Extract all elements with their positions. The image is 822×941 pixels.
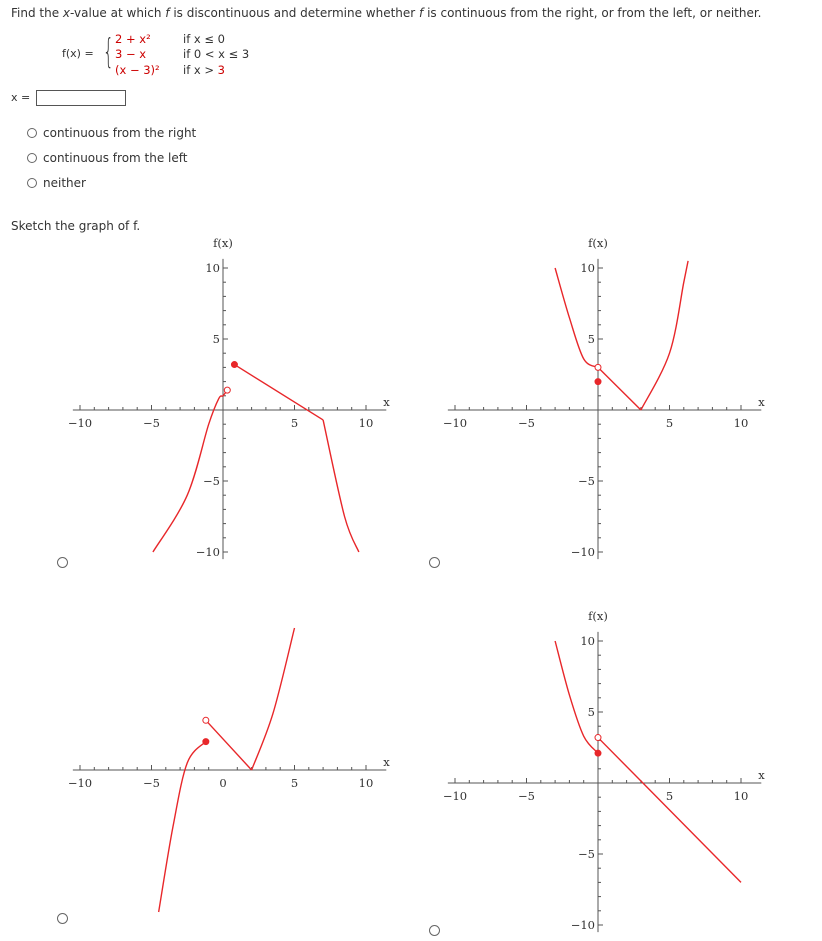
graph-option-3 (60, 605, 400, 925)
cond-text: if x > (183, 63, 218, 77)
piece-cond-2 (183, 47, 249, 61)
series-line (252, 628, 295, 770)
question-f: f (165, 6, 170, 20)
closed-point (203, 739, 209, 745)
piece-expr-3: (x − 3)² (115, 63, 160, 77)
x-tick-label: 10 (733, 416, 749, 430)
series-line (641, 261, 688, 410)
cond-text: if x ≤ 0 (183, 32, 225, 46)
question-part: is continuous from the right, or from the left, or neither. (423, 6, 762, 20)
x-tick-label: −5 (143, 416, 160, 430)
cond-text: if 0 < x ≤ 3 (183, 47, 250, 61)
x-tick-label: 10 (733, 789, 749, 803)
y-axis-label: f(x) (588, 608, 608, 623)
open-point (203, 717, 209, 723)
x-tick-label: 10 (358, 416, 374, 430)
series-line (598, 738, 741, 883)
radio-button[interactable] (27, 178, 37, 188)
cond-highlight: 3 (217, 63, 225, 77)
graph-option-4 (430, 605, 770, 935)
closed-point (595, 379, 601, 385)
x-tick-label: −10 (67, 416, 93, 430)
y-tick-label: 5 (212, 332, 220, 346)
x-tick-label: 5 (290, 776, 299, 790)
x-axis-label: x (758, 768, 765, 782)
function-label: f(x) = (62, 47, 94, 60)
question-f: f (419, 6, 424, 20)
radio-button[interactable] (27, 128, 37, 138)
option-neither[interactable] (27, 176, 86, 190)
option-label: continuous from the left (43, 151, 188, 165)
x-tick-label: 0 (219, 776, 227, 790)
question-part: Find the (11, 6, 63, 20)
graph-radio-1[interactable] (57, 557, 68, 568)
open-point (224, 387, 230, 393)
question-part: -value at which (70, 6, 166, 20)
y-tick-label: 10 (580, 634, 595, 648)
closed-point (231, 362, 237, 368)
x-tick-label: 5 (665, 416, 674, 430)
x-axis-label: x (758, 395, 765, 409)
series-line (234, 365, 323, 420)
x-tick-label: −10 (442, 789, 468, 803)
x-axis-label: x (383, 395, 390, 409)
open-point (595, 364, 601, 370)
option-continuous-left[interactable] (27, 151, 188, 165)
question-part: is discontinuous and determine whether (169, 6, 420, 20)
y-tick-label: −10 (570, 545, 595, 559)
x-tick-label: 5 (290, 416, 299, 430)
series-line (206, 720, 252, 770)
y-tick-label: 10 (580, 261, 595, 275)
x-tick-label: 10 (358, 776, 374, 790)
open-point (595, 735, 601, 741)
closed-point (595, 750, 601, 756)
option-label: continuous from the right (43, 126, 197, 140)
y-tick-label: −5 (578, 847, 595, 861)
question-text (11, 6, 762, 20)
graph-radio-2[interactable] (429, 557, 440, 568)
graph-option-2 (430, 235, 770, 565)
y-tick-label: 5 (587, 332, 595, 346)
piece-expr-2: 3 − x (115, 47, 147, 61)
x-tick-label: −5 (143, 776, 160, 790)
x-value-input[interactable] (36, 90, 126, 106)
graph-radio-4[interactable] (429, 925, 440, 936)
piecewise-brace: { (103, 32, 114, 72)
series-line (153, 390, 227, 552)
piece-cond-3 (183, 63, 225, 77)
option-continuous-right[interactable] (27, 126, 196, 140)
x-tick-label: −10 (442, 416, 468, 430)
graph-option-1 (60, 235, 400, 565)
y-axis-label: f(x) (213, 235, 233, 250)
series-line (555, 641, 598, 753)
question-var: x (62, 6, 71, 20)
y-axis-label: f(x) (588, 235, 608, 250)
sketch-prompt: Sketch the graph of f. (11, 219, 141, 233)
piece-cond-1 (183, 32, 225, 46)
x-tick-label: −10 (67, 776, 93, 790)
y-tick-label: 10 (205, 261, 220, 275)
x-axis-label: x (383, 755, 390, 769)
radio-button[interactable] (27, 153, 37, 163)
answer-label: x = (11, 91, 31, 104)
piece-expr-1: 2 + x² (115, 32, 151, 46)
x-tick-label: −5 (518, 416, 535, 430)
series-line (323, 420, 359, 552)
y-tick-label: −10 (195, 545, 220, 559)
series-line (598, 367, 641, 410)
y-tick-label: −5 (203, 474, 220, 488)
y-tick-label: −10 (570, 918, 595, 932)
x-tick-label: −5 (518, 789, 535, 803)
x-tick-label: 5 (665, 789, 674, 803)
option-label: neither (43, 176, 86, 190)
y-tick-label: −5 (578, 474, 595, 488)
series-line (555, 268, 598, 367)
graph-radio-3[interactable] (57, 913, 68, 924)
y-tick-label: 5 (587, 705, 595, 719)
